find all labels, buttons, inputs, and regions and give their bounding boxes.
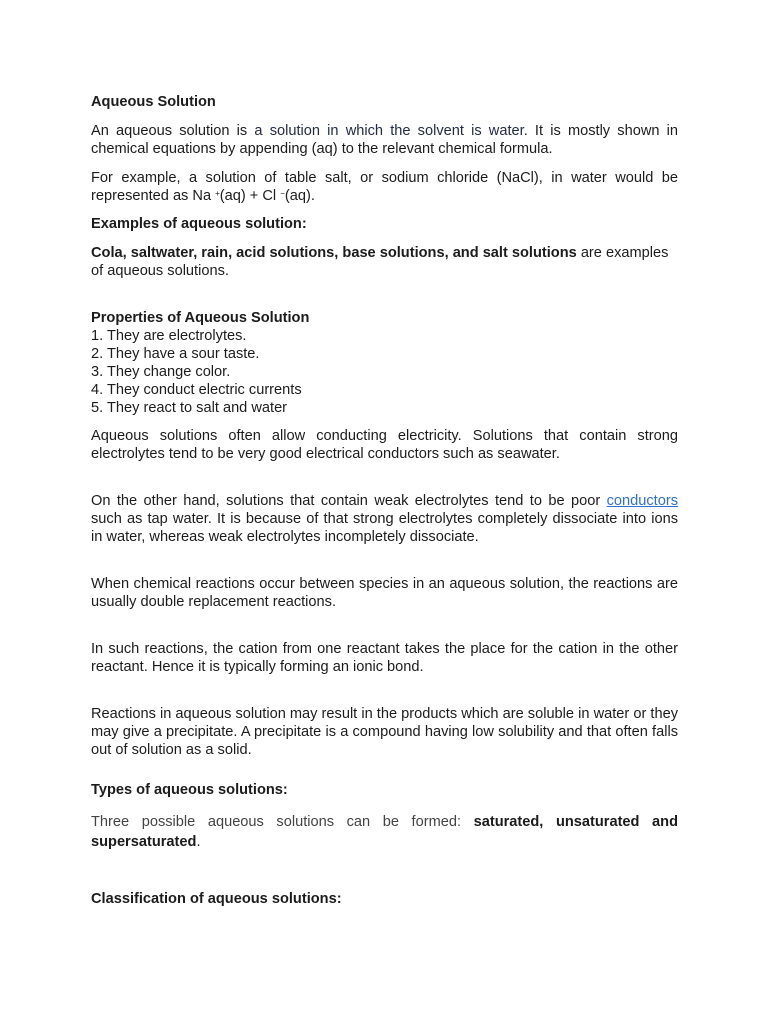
list-item: 3. They change color. [91,364,231,380]
types-bold: saturated, unsaturated and supersaturated [91,814,678,850]
examples-rest: are examples of aqueous solutions. [91,245,669,279]
intro-lead: An aqueous solution is [91,123,255,139]
weak-text-1: On the other hand, solutions that contain weak electrolytes tend to be poor [91,493,607,509]
intro-paragraph [91,122,678,158]
intro-definition: a solution in which the solvent is water [254,123,524,139]
example-text-1: For example, a solution of table salt, or sodium chloride (NaCl), in water would be represented as Na [91,170,678,204]
examples-list-bold: Cola, saltwater, rain, acid solutions, base solutions, and salt solutions [91,245,577,261]
list-item: 4. They conduct electric currents [91,382,302,398]
example-text-2: (aq) + Cl [219,188,281,204]
types-paragraph [91,812,678,852]
intro-rest: . It is mostly shown in chemical equations by appending (aq) to the relevant chemical formula. [91,123,679,157]
page-title: Aqueous Solution [91,94,216,110]
example-paragraph [91,169,678,205]
weak-text-2: such as tap water. It is because of that strong electrolytes completely dissociate into ions in water, whereas weak electrolytes incompletely dissociate. [91,511,678,545]
example-text-3: (aq). [284,188,315,204]
list-item: 1. They are electrolytes. [91,328,247,344]
properties-heading: Properties of Aqueous Solution [91,310,310,326]
list-item: 5. They react to salt and water [91,400,288,416]
classification-heading: Classification of aqueous solutions: [91,891,342,907]
precipitate-paragraph: Reactions in aqueous solution may result in the products which are soluble in water or they may give a precipitate. A precipitate is a compound having low solubility and that often falls out of solution as a solid. [91,706,678,758]
weak-electrolytes-paragraph [91,492,678,546]
examples-paragraph [91,244,678,280]
conducting-paragraph: Aqueous solutions often allow conducting electricity. Solutions that contain strong electrolytes tend to be very good electrical conductors such as seawater. [91,428,678,462]
reactions-paragraph: When chemical reactions occur between species in an aqueous solution, the reactions are usually double replacement reactions. [91,576,678,610]
examples-heading: Examples of aqueous solution: [91,216,307,232]
types-lead: Three possible aqueous solutions can be formed: [91,814,474,830]
types-end: . [196,834,201,850]
list-item: 2. They have a sour taste. [91,346,260,362]
properties-list [91,327,678,417]
conductors-link[interactable]: conductors [606,493,678,509]
types-heading: Types of aqueous solutions: [91,782,288,798]
cation-paragraph: In such reactions, the cation from one reactant takes the place for the cation in the other reactant. Hence it is typically forming an ionic bond. [91,641,678,675]
superscript-plus: + [215,189,220,198]
superscript-minus: − [280,189,285,198]
